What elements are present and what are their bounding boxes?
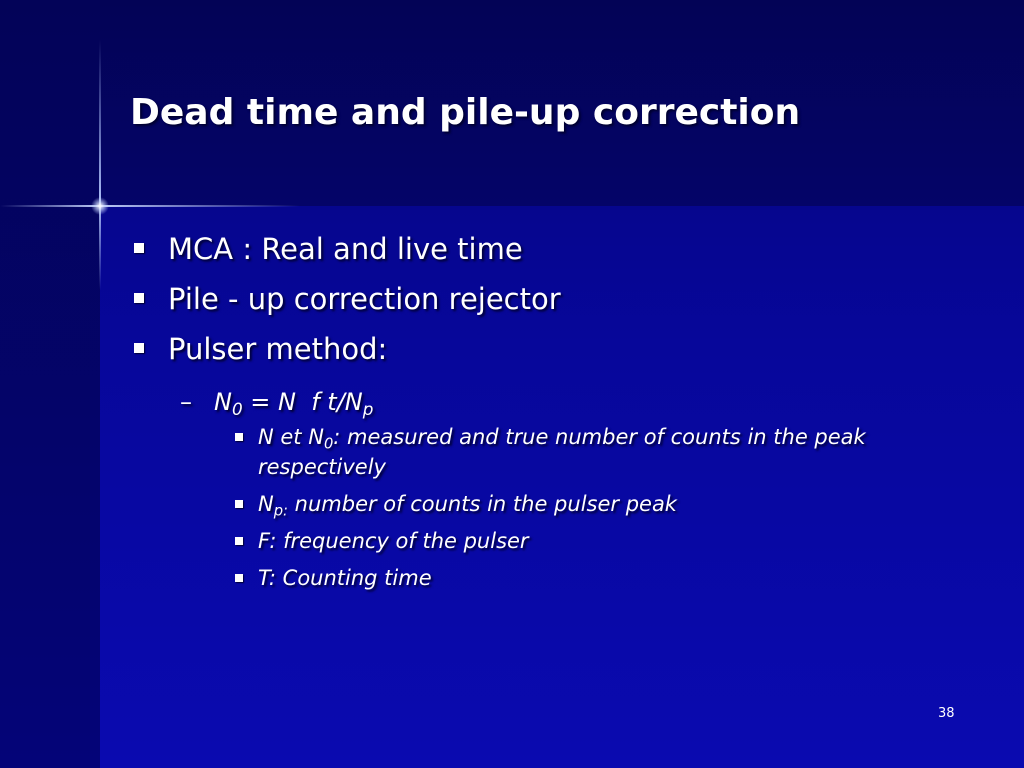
vertical-light-line	[99, 40, 101, 290]
definition-subscript: 0	[323, 435, 334, 453]
slide-content	[130, 228, 990, 600]
dash-marker: –	[180, 388, 192, 416]
definition-counting-time	[258, 563, 990, 593]
bullet-item-pileup	[130, 278, 990, 328]
definition-text: T: Counting time	[258, 566, 432, 590]
bullet-text: Pile - up correction rejector	[168, 282, 561, 316]
definition-pre: N	[258, 492, 274, 516]
definition-frequency	[258, 526, 990, 556]
definition-post: number of counts in the pulser peak	[288, 492, 677, 516]
definition-subscript: p:	[273, 502, 288, 520]
bullet-item-mca	[130, 228, 990, 278]
square-bullet-icon	[134, 343, 144, 353]
left-margin-background	[0, 0, 100, 768]
square-bullet-icon	[235, 574, 243, 582]
definition-post: : measured and true number of counts in the peak respectively	[258, 425, 866, 479]
formula-mid: = N f t/N	[242, 388, 363, 416]
sparkle-icon	[91, 197, 109, 215]
square-bullet-icon	[134, 293, 144, 303]
slide-title: Dead time and pile-up correction	[130, 92, 801, 133]
bullet-item-pulser	[130, 328, 990, 378]
definitions-list	[130, 422, 990, 593]
definition-np	[258, 489, 990, 519]
definition-pre: N et N	[258, 425, 324, 449]
formula-line	[130, 384, 990, 420]
bullet-text: Pulser method:	[168, 332, 388, 366]
formula-rhs-subscript: p	[362, 399, 374, 420]
bullet-text: MCA : Real and live time	[168, 232, 523, 266]
square-bullet-icon	[134, 243, 144, 253]
formula-lhs: N	[214, 388, 232, 416]
definition-n-n0	[258, 422, 990, 482]
formula-lhs-subscript: 0	[231, 399, 243, 420]
square-bullet-icon	[235, 537, 243, 545]
definition-text: F: frequency of the pulser	[258, 529, 529, 553]
horizontal-light-line	[0, 205, 300, 207]
square-bullet-icon	[235, 500, 243, 508]
page-number: 38	[938, 706, 955, 721]
square-bullet-icon	[235, 433, 243, 441]
